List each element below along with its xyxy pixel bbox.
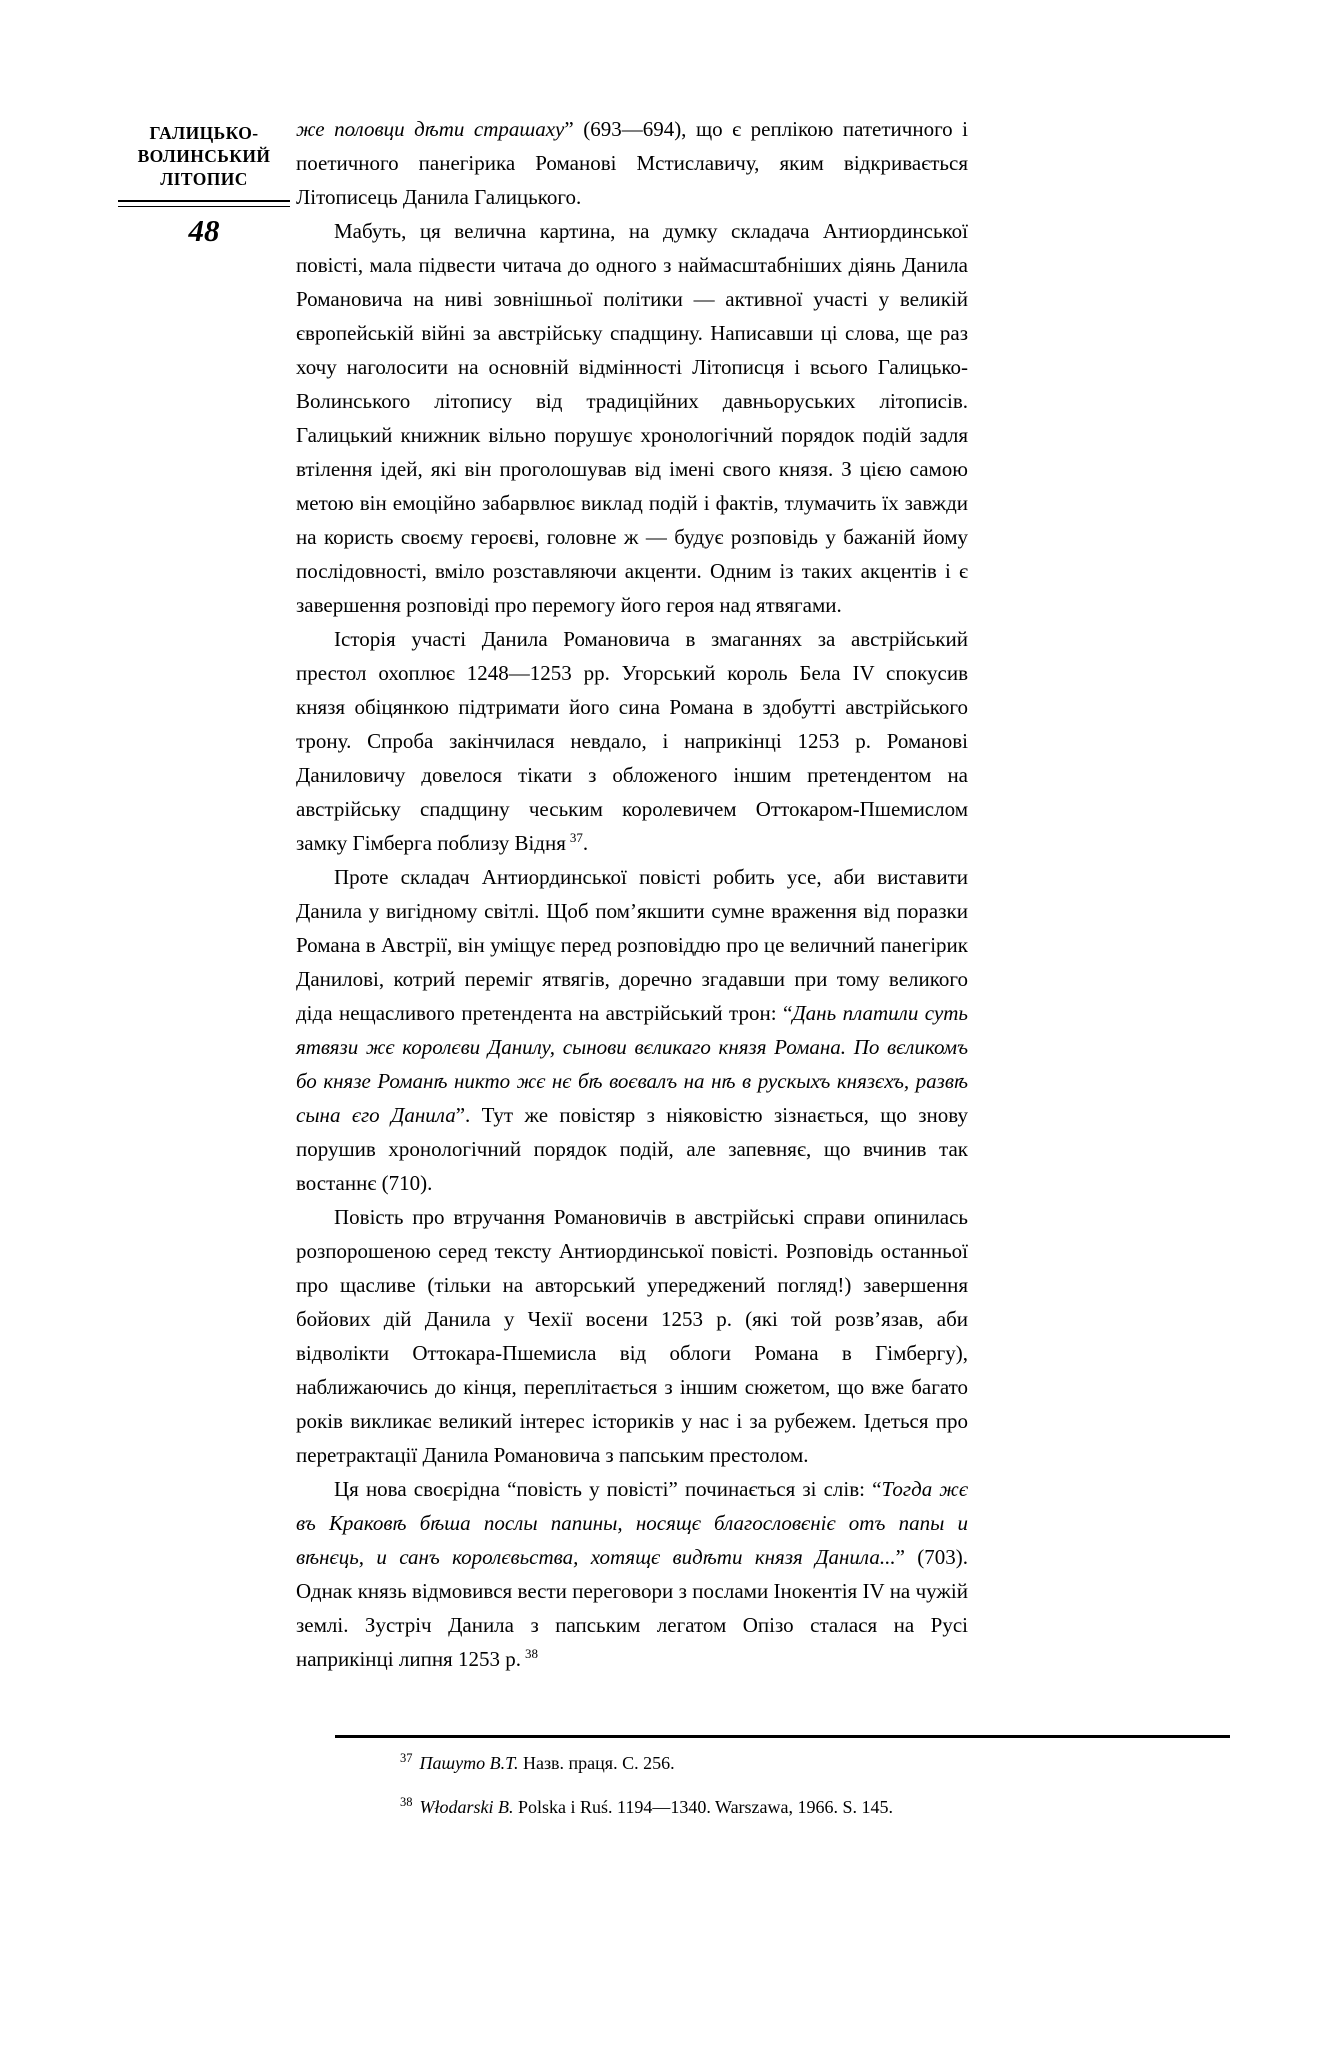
paragraph: [296, 112, 968, 214]
quoted-old-slavic-text: Дань платили суть ятвязи жє королєви Данилу, сынови вєликаго князя Романа. По вєликомъ бо князе Романѣ никто жє нє бѣ воєвалъ на нѣ в рускыхъ князєхъ, развѣ сына єго Данила: [296, 1001, 968, 1127]
footnote: [335, 1792, 1165, 1822]
body-text-column: [296, 112, 968, 1676]
paragraph: [296, 860, 968, 1200]
footnote: [335, 1748, 1165, 1778]
footnote-ref: 37: [569, 830, 583, 845]
body-text: ”. Тут же повістяр з ніяковістю зізнається, що знову порушив хронологічний порядок подій, але запевняє, що вчинив так востаннє (710).: [296, 1103, 968, 1195]
body-text: Назв. праця. С. 256.: [518, 1753, 675, 1773]
body-text: ” (693—694), що є реплікою патетичного і поетичного панегірика Романові Мстиславичу, яким відкривається Літописець Данила Галицького.: [296, 117, 968, 209]
running-title: [118, 122, 290, 191]
header-rule: [118, 200, 290, 207]
footnote-block: [335, 1748, 1165, 1836]
body-text: ” (703). Однак князь відмовився вести переговори з послами Інокентія IV на чужій землі. Зустріч Данила з папським легатом Опізо сталася на Русі наприкінці липня 1253 р.: [296, 1545, 968, 1671]
body-text: Ця нова своєрідна “повість у повісті” починається зі слів: “: [334, 1477, 882, 1501]
quoted-old-slavic-text: Пашуто В.Т.: [419, 1753, 519, 1773]
footnote-marker: 38: [400, 1795, 413, 1809]
body-text: .: [582, 831, 589, 855]
body-text: Мабуть, ця велична картина, на думку складача Антиординської повісті, мала підвести читача до одного з наймасштабніших діянь Данила Романовича на ниві зовнішньої політики — активної участі у великій європейській війні за австрійську спадщину. Написавши ці слова, ще раз хочу наголосити на основній відмінності Літописця і всього Галицько-Волинського літопису від традиційних давньоруських літописів. Галицький книжник вільно порушує хронологічний порядок подій задля втілення ідей, які він проголошував від імені свого князя. З цією самою метою він емоційно забарвлює виклад подій і фактів, тлумачить їх завжди на користь своєму героєві, головне ж — будує розповідь у бажаній йому послідовності, вміло розставляючи акценти. Одним із таких акцентів і є завершення розповіді про перемогу його героя над ятвягами.: [296, 219, 968, 617]
paragraph: [296, 1472, 968, 1676]
quoted-old-slavic-text: Тогда жє въ Краковѣ бѣша послы папины, носящє благословєніє отъ папы и вѣнєць, и санъ королєвьства, хотящє видѣти князя Данила...: [296, 1477, 968, 1569]
footnote-ref: 38: [524, 1646, 538, 1661]
running-title-line: ВОЛИНСЬКИЙ: [137, 146, 271, 166]
body-text: Проте складач Антиординської повісті робить усе, аби виставити Данила у вигідному світлі. Щоб пом’якшити сумне враження від поразки Романа в Австрії, він уміщує перед розповіддю про це величний панегірик Данилові, котрий переміг ятвягів, доречно згадавши при тому великого діда нещасливого претендента на австрійський трон: “: [296, 865, 968, 1025]
body-text: Polska i Ruś. 1194—1340. Warszawa, 1966. S. 145.: [513, 1797, 894, 1817]
paragraph: [296, 1200, 968, 1472]
quoted-old-slavic-text: же половци дѣти страшаху: [296, 117, 565, 141]
body-text: Історія участі Данила Романовича в змаганнях за австрійський престол охоплює 1248—1253 рр. Угорський король Бела IV спокусив князя обіцянкою підтримати його сина Романа в здобутті австрійського трону. Спроба закінчилася невдало, і наприкінці 1253 р. Романові Даниловичу довелося тікати з обложеного іншим претендентом на австрійську спадщину чеським королевичем Оттокаром-Пшемислом замку Гімберга поблизу Відня: [296, 627, 968, 855]
footnote-marker: 37: [400, 1751, 413, 1765]
margin-header: [118, 122, 290, 249]
page-number: 48: [188, 213, 220, 248]
running-title-line: ГАЛИЦЬКО-: [149, 123, 259, 143]
running-title-line: ЛІТОПИС: [160, 169, 248, 189]
paragraph: [296, 622, 968, 860]
footnote-rule: [335, 1735, 1230, 1738]
body-text: Повість про втручання Романовичів в австрійські справи опинилась розпорошеною серед тексту Антиординської повісті. Розповідь останньої про щасливе (тільки на авторський упереджений погляд!) завершення бойових дій Данила у Чехії восени 1253 р. (які той розв’язав, аби відволікти Оттокара-Пшемисла від облоги Романа в Гімбергу), наближаючись до кінця, переплітається з іншим сюжетом, що вже багато років викликає великий інтерес істориків у нас і за рубежем. Ідеться про перетрактації Данила Романовича з папським престолом.: [296, 1205, 968, 1467]
paragraph: [296, 214, 968, 622]
quoted-old-slavic-text: Włodarski B.: [419, 1797, 514, 1817]
